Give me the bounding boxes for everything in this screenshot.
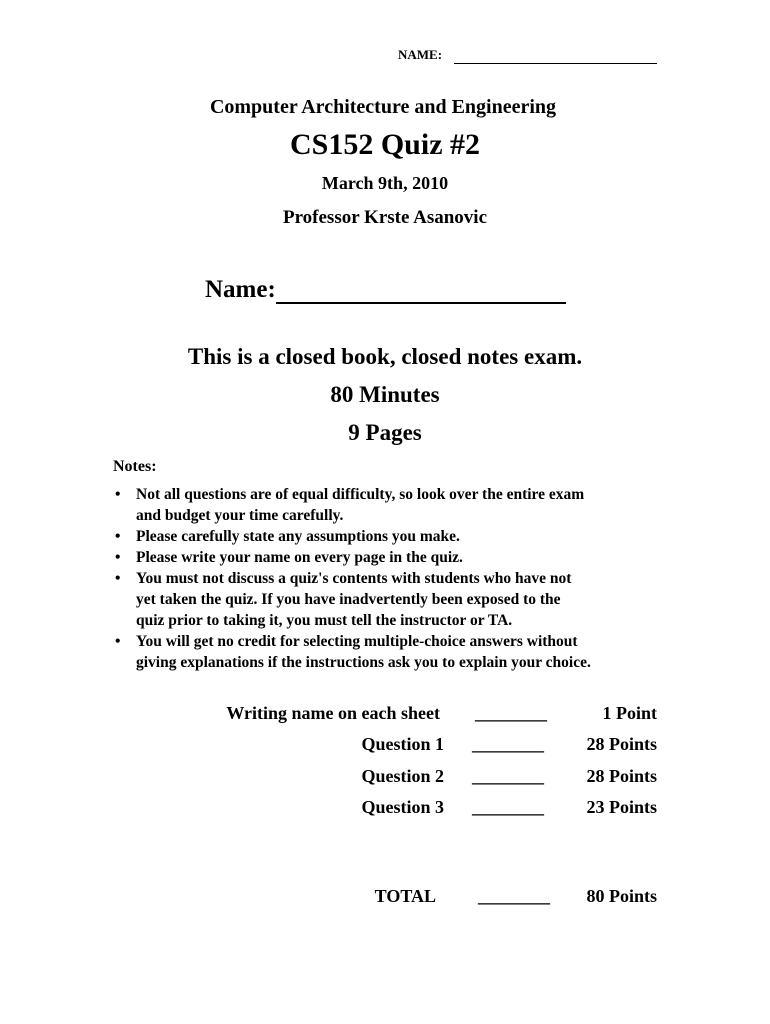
closed-book-notice: This is a closed book, closed notes exam. <box>187 344 583 369</box>
note-line: giving explanations if the instructions ask you to explain your choice. <box>136 654 591 671</box>
total-blank[interactable]: ________ <box>478 886 550 906</box>
note-item <box>113 568 673 631</box>
bullet-icon: • <box>115 528 121 545</box>
note-line: You must not discuss a quiz's contents with students who have not <box>136 570 572 587</box>
student-name-line[interactable] <box>276 302 566 304</box>
bullet-icon: • <box>115 549 121 566</box>
professor-name: Professor Krste Asanovic <box>282 207 488 228</box>
score-row-blank[interactable]: ________ <box>472 766 544 786</box>
score-row-points: 1 Point <box>602 703 657 723</box>
note-item <box>113 526 673 547</box>
score-row-blank[interactable]: ________ <box>472 734 544 754</box>
score-row-label: Question 3 <box>361 797 444 817</box>
score-row-points: 23 Points <box>586 797 657 817</box>
note-line: quiz prior to taking it, you must tell the instructor or TA. <box>136 612 513 629</box>
exam-duration: 80 Minutes <box>330 382 440 407</box>
note-item <box>113 484 673 526</box>
total-points: 80 Points <box>586 886 657 906</box>
note-line: Not all questions are of equal difficulty, so look over the entire exam <box>136 486 585 503</box>
bullet-icon: • <box>115 570 121 587</box>
note-item <box>113 547 673 568</box>
note-line: Please write your name on every page in the quiz. <box>136 549 463 566</box>
note-line: You will get no credit for selecting multiple-choice answers without <box>136 633 578 650</box>
bullet-icon: • <box>115 633 121 650</box>
exam-date: March 9th, 2010 <box>321 173 449 193</box>
header-name-label: NAME: <box>398 47 443 62</box>
student-name-label: Name: <box>205 276 276 303</box>
note-line: and budget your time carefully. <box>136 507 344 524</box>
total-label: TOTAL <box>374 886 436 906</box>
score-row-label: Question 2 <box>361 766 444 786</box>
notes-list <box>113 484 673 673</box>
note-line: yet taken the quiz. If you have inadvertently been exposed to the <box>136 591 561 608</box>
score-row-label: Writing name on each sheet <box>226 703 440 723</box>
note-line: Please carefully state any assumptions you make. <box>136 528 460 545</box>
course-subject: Computer Architecture and Engineering <box>209 96 557 118</box>
score-row-points: 28 Points <box>586 766 657 786</box>
score-row-points: 28 Points <box>586 734 657 754</box>
score-row-blank[interactable]: ________ <box>472 797 544 817</box>
page-count: 9 Pages <box>348 420 422 445</box>
score-row-label: Question 1 <box>361 734 444 754</box>
notes-heading: Notes: <box>113 458 157 475</box>
score-row-blank[interactable]: ________ <box>475 703 547 723</box>
quiz-title: CS152 Quiz #2 <box>289 128 481 161</box>
header-name-line[interactable] <box>454 63 657 64</box>
bullet-icon: • <box>115 486 121 503</box>
note-item <box>113 631 673 673</box>
